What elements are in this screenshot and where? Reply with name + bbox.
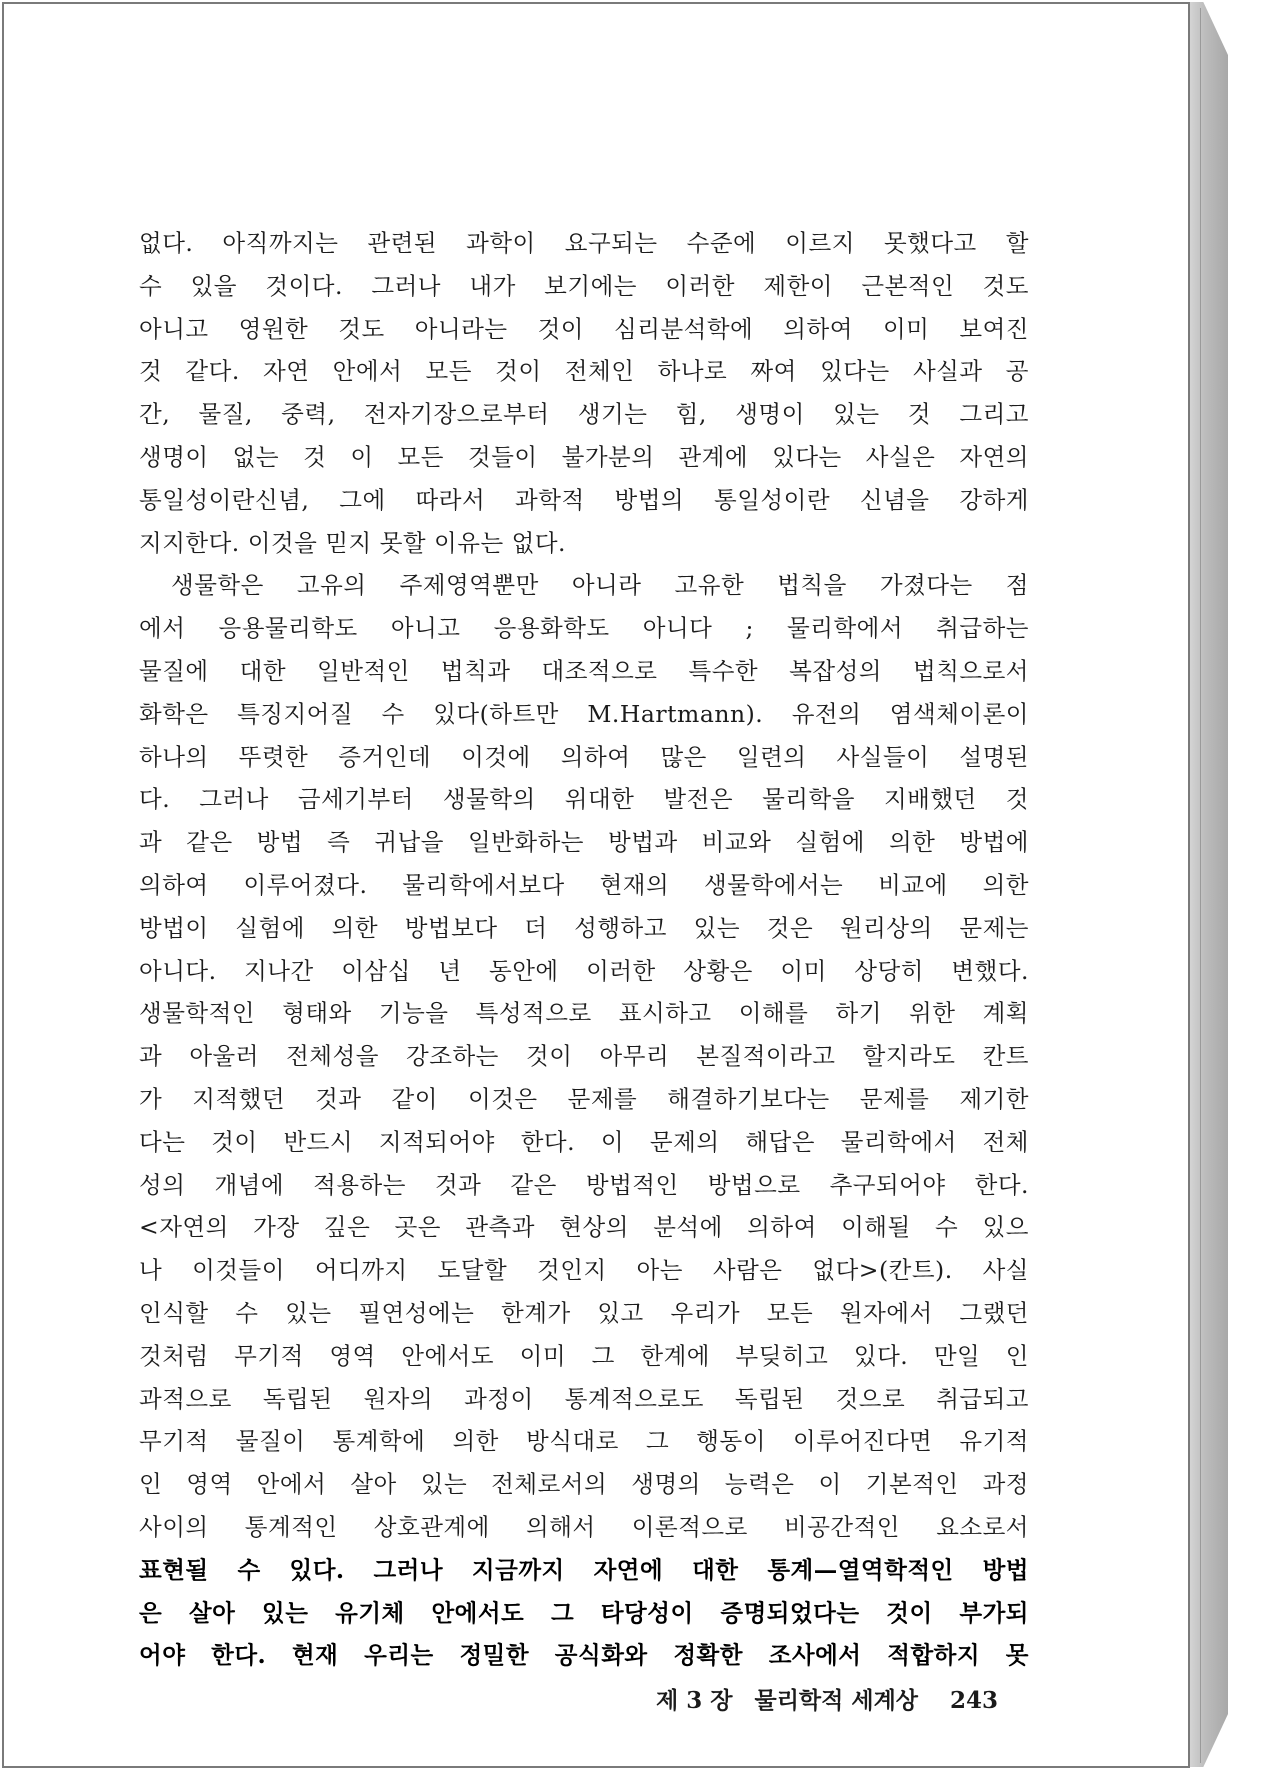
text-line: 아니다. 지나간 이삼십 년 동안에 이러한 상황은 이미 상당히 변했다. [139,956,1029,985]
text-line: 가 지적했던 것과 같이 이것은 문제를 해결하기보다는 문제를 제기한 [139,1084,1029,1113]
text-line: 생명이 없는 것 이 모든 것들이 불가분의 관계에 있다는 사실은 자연의 [139,442,1029,471]
text-line: 방법이 실험에 의한 방법보다 더 성행하고 있는 것은 원리상의 문제는 [139,913,1029,942]
paragraph-start-line: 생물학은 고유의 주제영역뿐만 아니라 고유한 법칙을 가졌다는 점 [171,571,1029,600]
text-line: 다는 것이 반드시 지적되어야 한다. 이 문제의 해답은 물리학에서 전체 [139,1127,1029,1156]
page-stack-line [1200,8,1201,1763]
text-line: 나 이것들이 어디까지 도달할 것인지 아는 사람은 없다>(칸트). 사실 [139,1256,1029,1285]
text-line: 과적으로 독립된 원자의 과정이 통계적으로도 독립된 것으로 취급되고 [139,1384,1029,1413]
page-stack-edge [1190,2,1228,1767]
text-line: 에서 응용물리학도 아니고 응용화학도 아니다 ; 물리학에서 취급하는 [139,614,1029,643]
text-line: 없다. 아직까지는 관련된 과학이 요구되는 수준에 이르지 못했다고 할 [139,229,1029,257]
paragraph-end-line: 지지한다. 이것을 믿지 못할 이유는 없다. [139,528,567,557]
text-line: 과 같은 방법 즉 귀납을 일반화하는 방법과 비교와 실험에 의한 방법에 [139,828,1029,857]
text-line: 무기적 물질이 통계학에 의한 방식대로 그 행동이 이루어진다면 유기적 [139,1427,1029,1456]
text-line: 하나의 뚜렷한 증거인데 이것에 의하여 많은 일련의 사실들이 설명된 [139,742,1029,771]
text-line: 성의 개념에 적용하는 것과 같은 방법적인 방법으로 추구되어야 한다. [139,1170,1029,1199]
text-line: 수 있을 것이다. 그러나 내가 보기에는 이러한 제한이 근본적인 것도 [139,271,1029,300]
text-line: 의하여 이루어졌다. 물리학에서보다 현재의 생물학에서는 비교에 의한 [139,870,1029,899]
text-line: 다. 그러나 금세기부터 생물학의 위대한 발전은 물리학을 지배했던 것 [139,785,1029,814]
text-line: 어야 한다. 현재 우리는 정밀한 공식화와 정확한 조사에서 적합하지 못 [139,1641,1029,1670]
body-text [139,222,1029,1677]
page-number: 243 [950,1687,999,1714]
text-line: <자연의 가장 깊은 곳은 관측과 현상의 분석에 의하여 이해될 수 있으 [139,1213,1029,1242]
chapter-title: 물리학적 세계상 [754,1687,919,1714]
text-line: 것처럼 무기적 영역 안에서도 이미 그 한계에 부딪히고 있다. 만일 인 [139,1341,1029,1370]
text-line: 통일성이란신념, 그에 따라서 과학적 방법의 통일성이란 신념을 강하게 [139,485,1029,514]
text-line: 아니고 영원한 것도 아니라는 것이 심리분석학에 의하여 이미 보여진 [139,314,1029,343]
text-line: 인식할 수 있는 필연성에는 한계가 있고 우리가 모든 원자에서 그랬던 [139,1298,1029,1327]
text-line: 것 같다. 자연 안에서 모든 것이 전체인 하나로 짜여 있다는 사실과 공 [139,357,1029,386]
text-line: 과 아울러 전체성을 강조하는 것이 아무리 본질적이라고 할지라도 칸트 [139,1042,1029,1071]
text-line: 물질에 대한 일반적인 법칙과 대조적으로 특수한 복잡성의 법칙으로서 [139,656,1029,685]
text-line: 간, 물질, 중력, 전자기장으로부터 생기는 힘, 생명이 있는 것 그리고 [139,400,1029,429]
book-page [2,2,1190,1768]
text-line: 표현될 수 있다. 그러나 지금까지 자연에 대한 통계—열역학적인 방법 [139,1555,1029,1584]
chapter-label: 제 3 장 [656,1687,733,1714]
text-line: 인 영역 안에서 살아 있는 전체로서의 생명의 능력은 이 기본적인 과정 [139,1470,1029,1499]
text-line: 은 살아 있는 유기체 안에서도 그 타당성이 증명되었다는 것이 부가되 [139,1598,1029,1627]
running-footer [656,1684,998,1718]
text-line: 사이의 통계적인 상호관계에 의해서 이론적으로 비공간적인 요소로서 [139,1512,1029,1541]
text-line: 생물학적인 형태와 기능을 특성적으로 표시하고 이해를 하기 위한 계획 [139,999,1029,1028]
text-line: 화학은 특징지어질 수 있다(하트만 M.Hartmann). 유전의 염색체이론이 [139,699,1029,728]
